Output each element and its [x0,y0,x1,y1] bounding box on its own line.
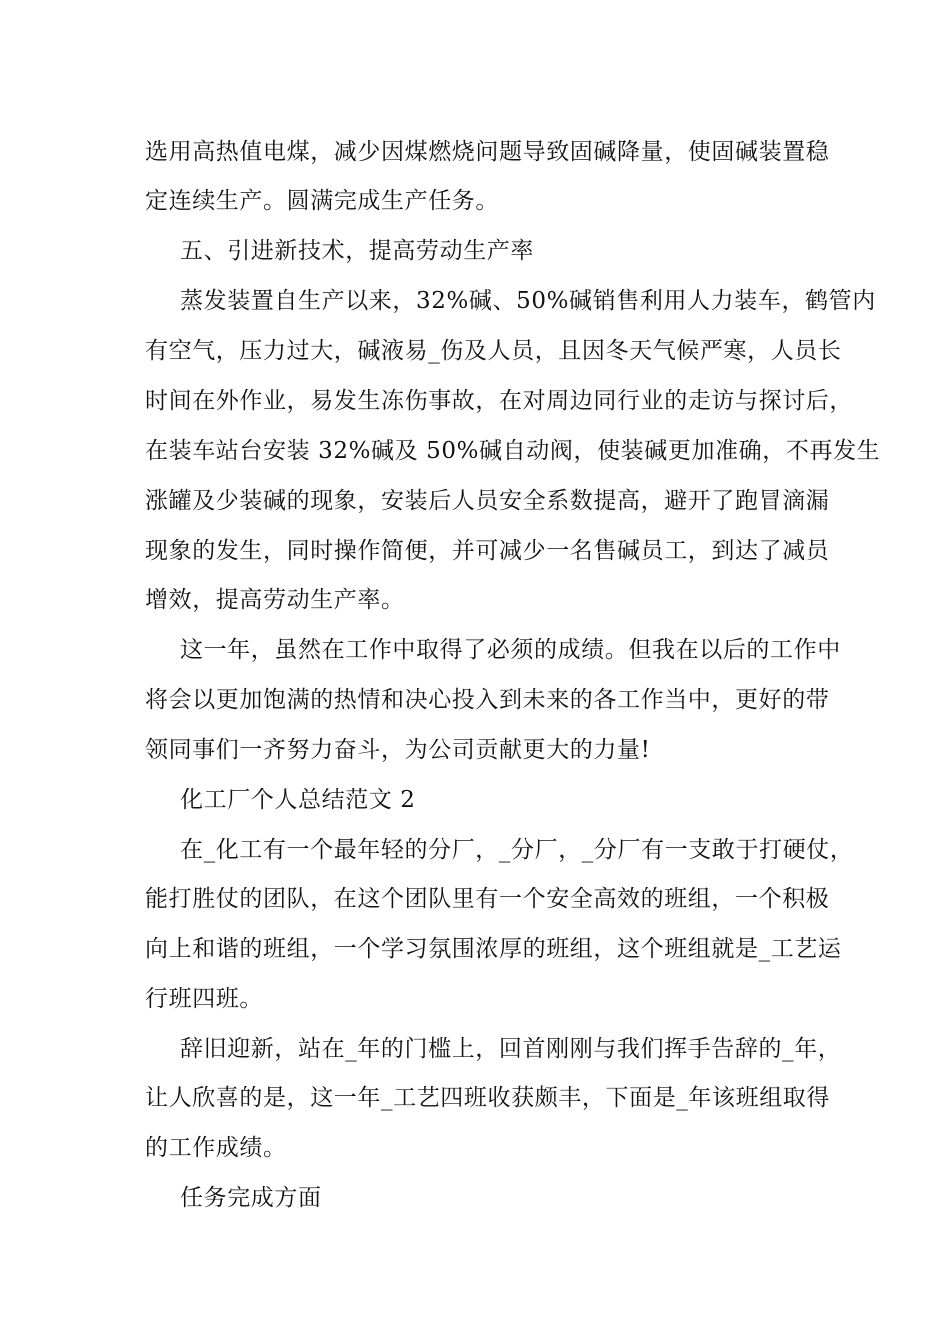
body-text-line: 让人欣喜的是，这一年_工艺四班收获颇丰，下面是_年该班组取得 [145,1085,830,1111]
body-text-line: 增效，提高劳动生产率。 [145,587,405,613]
body-text-line: 在_化工有一个最年轻的分厂，_分厂，_分厂有一支敢于打硬仗， [180,837,854,863]
body-text-line: 行班四班。 [145,986,263,1012]
body-text-line: 在装车站台安装 32%碱及 50%碱自动阀，使装碱更加准确，不再发生 [145,438,881,464]
body-text-line: 这一年，虽然在工作中取得了必须的成绩。但我在以后的工作中 [180,637,841,663]
section-heading: 任务完成方面 [180,1185,322,1211]
body-text-line: 领同事们一齐努力奋斗，为公司贡献更大的力量! [145,737,651,763]
body-text-line: 能打胜仗的团队，在这个团队里有一个安全高效的班组，一个积极 [145,886,830,912]
body-text-line: 蒸发装置自生产以来，32%碱、50%碱销售利用人力装车，鹤管内 [180,288,876,314]
body-text-line: 时间在外作业，易发生冻伤事故，在对周边同行业的走访与探讨后， [145,388,853,414]
body-text-line: 的工作成绩。 [145,1135,287,1161]
body-text-line: 涨罐及少装碱的现象，安装后人员安全系数提高，避开了跑冒滴漏 [145,488,830,514]
body-text-line: 选用高热值电煤，减少因煤燃烧问题导致固碱降量，使固碱装置稳 [145,139,830,165]
article-title: 化工厂个人总结范文 2 [180,787,416,813]
section-heading: 五、引进新技术，提高劳动生产率 [180,238,534,264]
body-text-line: 现象的发生，同时操作简便，并可减少一名售碱员工，到达了减员 [145,538,830,564]
body-text-line: 将会以更加饱满的热情和决心投入到未来的各工作当中，更好的带 [145,687,830,713]
body-text-line: 定连续生产。圆满完成生产任务。 [145,188,499,214]
body-text-line: 向上和谐的班组，一个学习氛围浓厚的班组，这个班组就是_工艺运 [145,936,842,962]
body-text-line: 辞旧迎新，站在_年的门槛上，回首刚刚与我们挥手告辞的_年， [180,1036,842,1062]
body-text-line: 有空气，压力过大，碱液易_伤及人员，且因冬天气候严寒，人员长 [145,338,842,364]
